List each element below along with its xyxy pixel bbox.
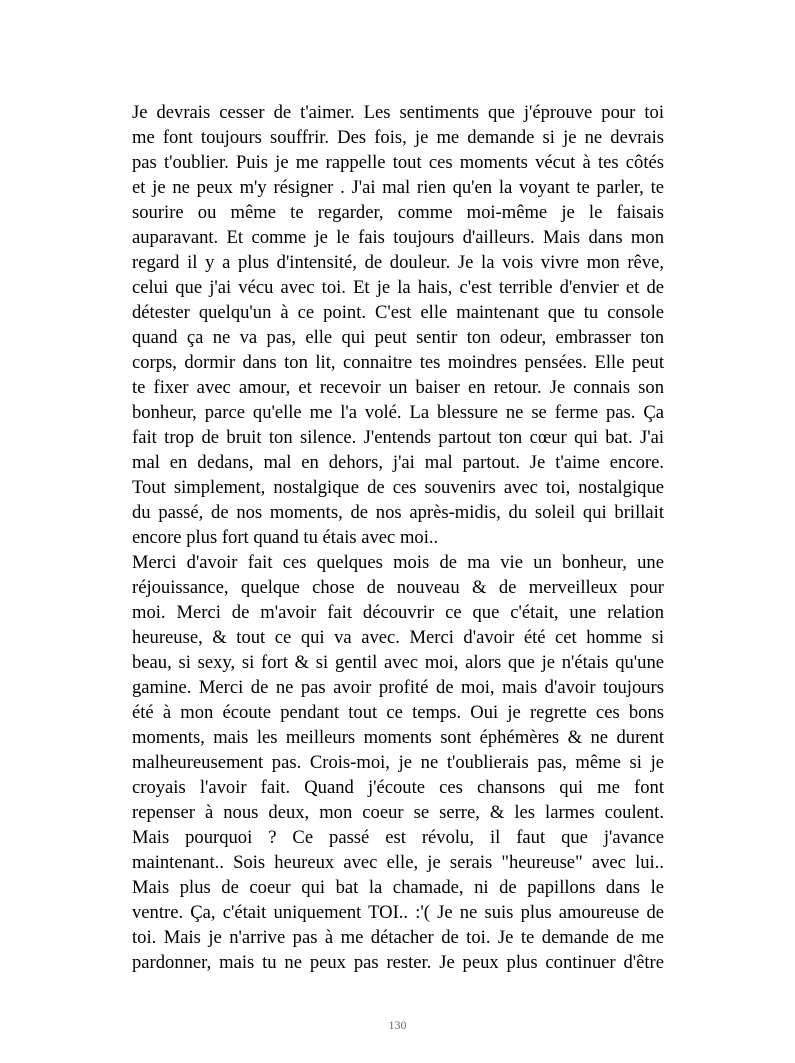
text-line: ventre. Ça, c'était uniquement TOI.. :'( Je ne suis plus amoureuse de	[132, 902, 664, 923]
text-line: mal en dedans, mal en dehors, j'ai mal partout. Je t'aime encore.	[132, 452, 664, 473]
text-line: Je devrais cesser de t'aimer. Les sentiments que j'éprouve pour toi	[132, 102, 664, 123]
text-line: réjouissance, quelque chose de nouveau & de merveilleux pour	[132, 577, 664, 598]
text-line: maintenant.. Sois heureux avec elle, je serais "heureuse" avec lui..	[132, 852, 664, 873]
text-line: moi. Merci de m'avoir fait découvrir ce que c'était, une relation	[132, 602, 664, 623]
text-line: et je ne peux m'y résigner . J'ai mal rien qu'en la voyant te parler, te	[132, 177, 664, 198]
text-line: été à mon écoute pendant tout ce temps. Oui je regrette ces bons	[132, 702, 664, 723]
text-line: encore plus fort quand tu étais avec moi..	[132, 527, 439, 548]
text-line: Mais pourquoi ? Ce passé est révolu, il faut que j'avance	[132, 827, 664, 848]
text-line: malheureusement pas. Crois-moi, je ne t'oublierais pas, même si je	[132, 752, 664, 773]
text-line: Merci d'avoir fait ces quelques mois de ma vie un bonheur, une	[132, 552, 664, 573]
body-text	[132, 100, 664, 975]
text-line: te fixer avec amour, et recevoir un baiser en retour. Je connais son	[132, 377, 664, 398]
text-line: beau, si sexy, si fort & si gentil avec moi, alors que je n'étais qu'une	[132, 652, 664, 673]
page-number: 130	[388, 1018, 407, 1032]
text-line: auparavant. Et comme je le fais toujours d'ailleurs. Mais dans mon	[132, 227, 664, 248]
text-line: me font toujours souffrir. Des fois, je me demande si je ne devrais	[132, 127, 664, 148]
text-line: quand ça ne va pas, elle qui peut sentir ton odeur, embrasser ton	[132, 327, 664, 348]
text-line: heureuse, & tout ce qui va avec. Merci d'avoir été cet homme si	[132, 627, 664, 648]
text-line: pardonner, mais tu ne peux pas rester. Je peux plus continuer d'être	[132, 952, 664, 973]
text-line: Mais plus de coeur qui bat la chamade, ni de papillons dans le	[132, 877, 664, 898]
text-line: regard il y a plus d'intensité, de douleur. Je la vois vivre mon rêve,	[132, 252, 664, 273]
text-line: bonheur, parce qu'elle me l'a volé. La blessure ne se ferme pas. Ça	[132, 402, 664, 423]
text-line: détester quelqu'un à ce point. C'est elle maintenant que tu console	[132, 302, 664, 323]
text-line: Tout simplement, nostalgique de ces souvenirs avec toi, nostalgique	[132, 477, 664, 498]
text-line: du passé, de nos moments, de nos après-midis, du soleil qui brillait	[132, 502, 664, 523]
text-line: repenser à nous deux, mon coeur se serre, & les larmes coulent.	[132, 802, 664, 823]
text-line: celui que j'ai vécu avec toi. Et je la hais, c'est terrible d'envier et de	[132, 277, 664, 298]
text-line: croyais l'avoir fait. Quand j'écoute ces chansons qui me font	[132, 777, 664, 798]
text-line: pas t'oublier. Puis je me rappelle tout ces moments vécut à tes côtés	[132, 152, 664, 173]
text-line: toi. Mais je n'arrive pas à me détacher de toi. Je te demande de me	[132, 927, 664, 948]
text-line: moments, mais les meilleurs moments sont éphémères & ne durent	[132, 727, 664, 748]
text-line: gamine. Merci de ne pas avoir profité de moi, mais d'avoir toujours	[132, 677, 664, 698]
text-line: sourire ou même te regarder, comme moi-même je le faisais	[132, 202, 664, 223]
text-line: fait trop de bruit ton silence. J'entends partout ton cœur qui bat. J'ai	[132, 427, 664, 448]
text-line: corps, dormir dans ton lit, connaitre tes moindres pensées. Elle peut	[132, 352, 664, 373]
